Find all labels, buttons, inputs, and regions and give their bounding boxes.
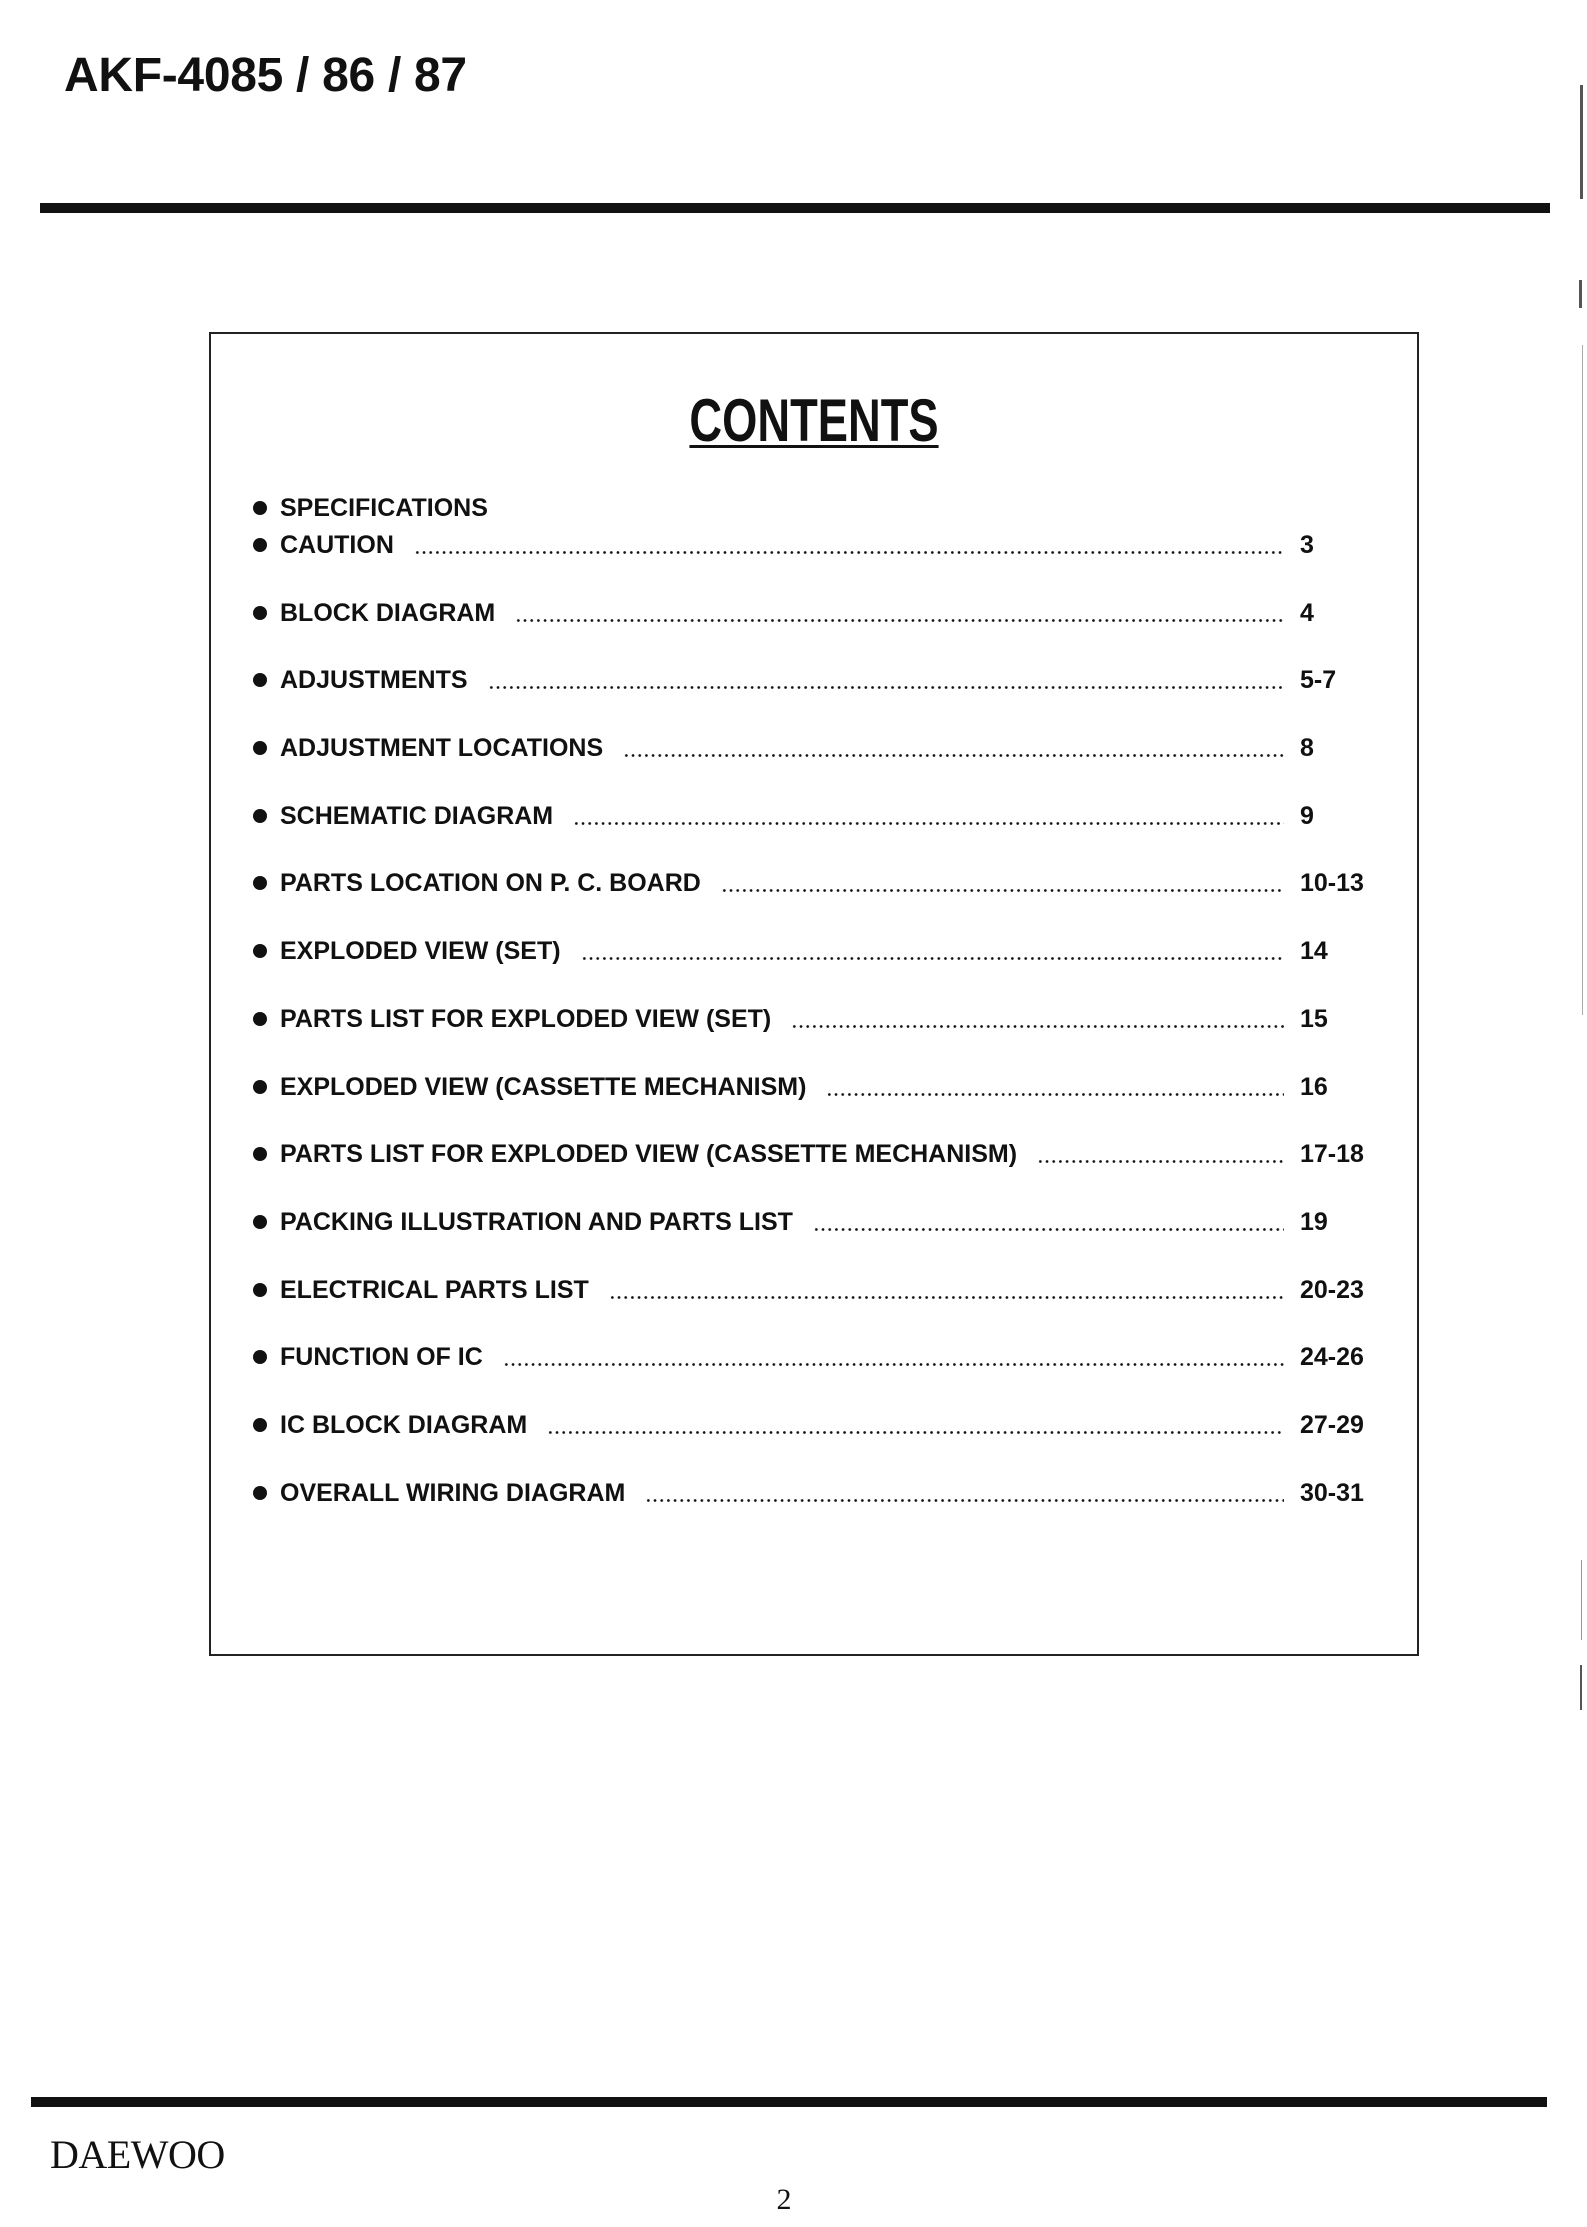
toc-entry <box>211 1136 1390 1173</box>
toc-entry-label: EXPLODED VIEW (SET) <box>280 937 561 966</box>
toc-entry-label: EXPLODED VIEW (CASSETTE MECHANISM) <box>280 1072 807 1101</box>
bullet-icon <box>253 741 267 755</box>
toc-entry-label: ADJUSTMENTS <box>280 666 468 695</box>
dot-leader <box>623 754 1284 757</box>
toc-entry-page: 24-26 <box>1300 1343 1364 1372</box>
scan-edge-mark <box>1581 1560 1582 1640</box>
bullet-icon <box>253 1486 267 1500</box>
header-rule <box>40 203 1550 213</box>
bullet-icon <box>253 673 267 687</box>
toc-entry <box>211 1204 1390 1241</box>
toc-entry-page: 5-7 <box>1300 666 1337 695</box>
bullet-icon <box>253 1418 267 1432</box>
toc-entry <box>211 662 1390 699</box>
dot-leader <box>791 1025 1284 1028</box>
toc-entry-label: FUNCTION OF IC <box>280 1343 483 1372</box>
toc-entry-label: CAUTION <box>280 531 394 559</box>
dot-leader <box>488 686 1284 689</box>
dot-leader <box>609 1296 1284 1299</box>
contents-title-wrap <box>211 387 1417 454</box>
toc-entry <box>211 490 1390 527</box>
toc-entry-page: 17-18 <box>1300 1140 1364 1169</box>
toc-entry-page: 16 <box>1300 1072 1328 1101</box>
contents-title: CONTENTS <box>689 387 939 454</box>
dot-leader <box>515 619 1284 622</box>
dot-leader <box>721 889 1284 892</box>
toc-entry-page: 8 <box>1300 734 1314 763</box>
toc-entry-label: PARTS LOCATION ON P. C. BOARD <box>280 869 701 898</box>
toc-entry <box>211 1407 1390 1444</box>
toc-entry-label: PARTS LIST FOR EXPLODED VIEW (SET) <box>280 1004 772 1033</box>
toc-entry-label: OVERALL WIRING DIAGRAM <box>280 1478 626 1507</box>
toc-entry-label: SCHEMATIC DIAGRAM <box>280 801 554 830</box>
toc-entry <box>211 1339 1390 1376</box>
bullet-icon <box>253 1080 267 1094</box>
toc-entry-page: 4 <box>1300 598 1314 627</box>
toc-entry <box>211 865 1390 902</box>
toc-entry-label: PACKING ILLUSTRATION AND PARTS LIST <box>280 1207 793 1236</box>
toc-entry-page: 15 <box>1300 1004 1328 1033</box>
toc-entry-page: 30-31 <box>1300 1478 1364 1507</box>
toc-entry <box>211 595 1390 632</box>
bullet-icon <box>253 1215 267 1229</box>
contents-box <box>209 332 1419 1656</box>
bullet-icon <box>253 944 267 958</box>
page-number: 2 <box>776 2183 792 2216</box>
toc-entry-label: ADJUSTMENT LOCATIONS <box>280 734 604 763</box>
dot-leader <box>1037 1160 1284 1163</box>
dot-leader <box>547 1431 1284 1434</box>
bullet-icon <box>253 1012 267 1026</box>
bullet-icon <box>253 1147 267 1161</box>
dot-leader <box>581 957 1284 960</box>
footer-rule <box>31 2097 1547 2107</box>
toc-entry <box>211 1069 1390 1106</box>
bullet-icon <box>253 876 267 890</box>
scan-edge-mark <box>1579 280 1582 308</box>
toc-entry-page: 19 <box>1300 1207 1328 1236</box>
bullet-icon <box>253 809 267 823</box>
toc-entry-label: BLOCK DIAGRAM <box>280 598 496 627</box>
bullet-icon <box>253 1283 267 1297</box>
toc-entry <box>211 730 1390 767</box>
dot-leader <box>826 1093 1284 1096</box>
dot-leader <box>503 1363 1284 1366</box>
model-header: AKF-4085 / 86 / 87 <box>64 49 467 102</box>
toc-entry <box>211 1475 1390 1512</box>
dot-leader <box>414 551 1284 554</box>
toc-entry <box>211 798 1390 835</box>
toc-list <box>211 490 1390 1512</box>
scan-edge-mark <box>1580 1665 1582 1710</box>
toc-entry-label: IC BLOCK DIAGRAM <box>280 1410 528 1439</box>
toc-entry-label: ELECTRICAL PARTS LIST <box>280 1275 589 1304</box>
toc-entry <box>211 1001 1390 1038</box>
toc-entry-page: 20-23 <box>1300 1275 1364 1304</box>
toc-entry-page: 9 <box>1300 801 1314 830</box>
bullet-icon <box>253 538 267 552</box>
bullet-icon <box>253 606 267 620</box>
toc-entry-page: 27-29 <box>1300 1410 1364 1439</box>
toc-entry-page: 3 <box>1300 531 1314 559</box>
bullet-icon <box>253 1350 267 1364</box>
dot-leader <box>813 1228 1284 1231</box>
dot-leader <box>645 1499 1284 1502</box>
toc-entry-page: 10-13 <box>1300 869 1364 898</box>
toc-entry-page: 14 <box>1300 937 1328 966</box>
bullet-icon <box>253 501 267 515</box>
toc-entry <box>211 933 1390 970</box>
toc-entry-label: PARTS LIST FOR EXPLODED VIEW (CASSETTE MECHANISM) <box>280 1140 1018 1169</box>
scan-edge-mark <box>1582 345 1583 1015</box>
toc-entry <box>211 1272 1390 1309</box>
toc-entry-label: SPECIFICATIONS <box>280 494 488 522</box>
scan-edge-mark <box>1580 85 1583 199</box>
dot-leader <box>573 822 1284 825</box>
brand-name: DAEWOO <box>50 2132 225 2177</box>
toc-entry <box>211 527 1390 564</box>
